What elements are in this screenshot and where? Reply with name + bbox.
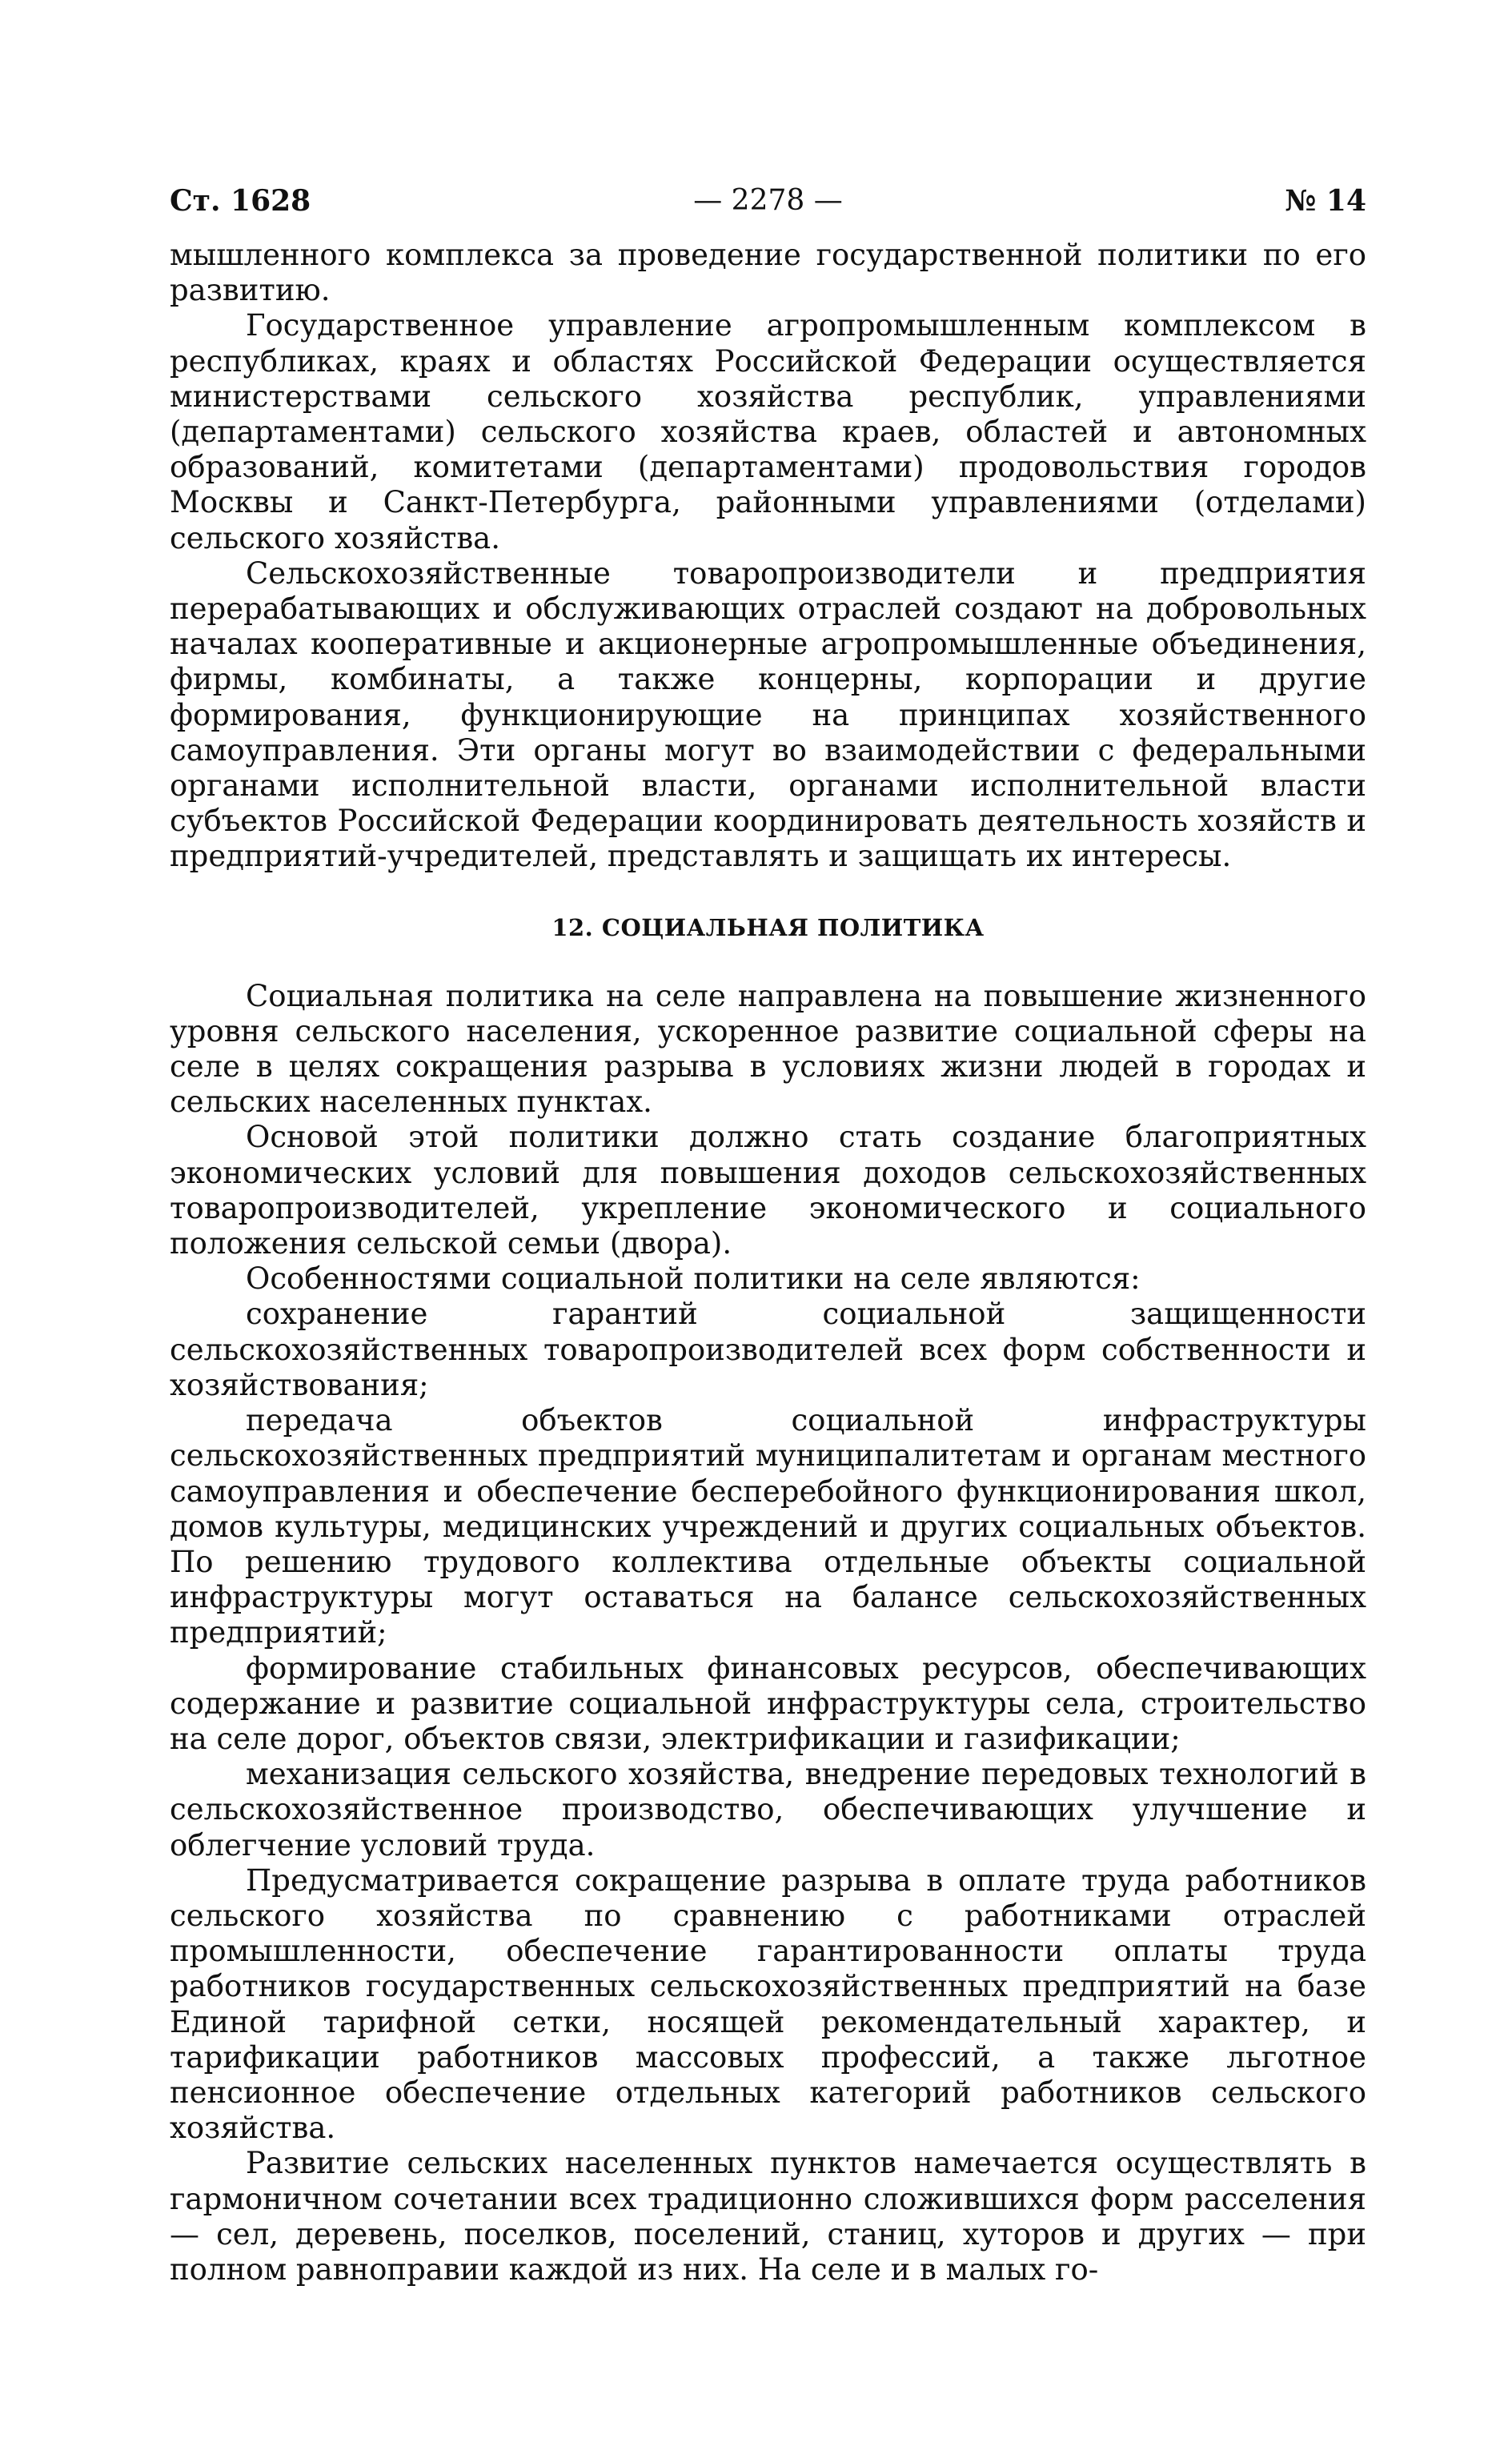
paragraph: формирование стабильных финансовых ресурсов, обеспечивающих содержание и развитие социальной инфраструктуры села, строительство на селе дорог, объектов связи, электрификации и газификации;	[170, 1650, 1366, 1756]
paragraph: Особенностями социальной политики на селе являются:	[246, 1261, 1141, 1297]
paragraph: Предусматривается сокращение разрыва в оплате труда работников сельского хозяйства по сравнению с работниками отраслей промышленности, обеспечение гарантированности оплаты труда работников государственных сельскохозяйственных предприятий на базе Единой тарифной сетки, носящей рекомендательный характер, и тарификации работников массовых профессий, а также льготное пенсионное обеспечение отдельных категорий работников сельского хозяйства.	[170, 1863, 1366, 2146]
article-number: Ст. 1628	[170, 184, 311, 218]
paragraph: мышленного комплекса за проведение государственной политики по его развитию.	[170, 238, 1366, 308]
paragraph: Основой этой политики должно стать создание благоприятных экономических условий для повышения доходов сельскохозяйственных товаропроизводителей, укрепление экономического и социального положения сельской семьи (двора).	[170, 1120, 1366, 1261]
body-text-after	[170, 979, 1366, 2288]
paragraph: Социальная политика на селе направлена на повышение жизненного уровня сельского населения, ускоренное развитие социальной сферы на селе в целях сокращения разрыва в условиях жизни людей в городах и сельских населенных пунктах.	[170, 978, 1366, 1120]
page-header	[170, 180, 1366, 222]
page-number: — 2278 —	[693, 184, 843, 217]
paragraph: сохранение гарантий социальной защищенности сельскохозяйственных товаропроизводителей всех форм собственности и хозяйствования;	[170, 1297, 1366, 1402]
body-text-before	[170, 238, 1366, 875]
paragraph: передача объектов социальной инфраструктуры сельскохозяйственных предприятий муниципалитетам и органам местного самоуправления и обеспечение бесперебойного функционирования школ, домов культуры, медицинских учреждений и других социальных объектов. По решению трудового коллектива отдельные объекты социальной инфраструктуры могут оставаться на балансе сельскохозяйственных предприятий;	[170, 1403, 1366, 1650]
paragraph: Развитие сельских населенных пунктов намечается осуществлять в гармоничном сочетании всех традиционно сложившихся форм расселения — сел, деревень, поселков, поселений, станиц, хуторов и других — при полном равноправии каждой из них. На селе и в малых го-	[170, 2146, 1366, 2287]
paragraph: Сельскохозяйственные товаропроизводители и предприятия перерабатывающих и обслуживающих отраслей создают на добровольных началах кооперативные и акционерные агропромышленные объединения, фирмы, комбинаты, а также концерны, корпорации и другие формирования, функционирующие на принципах хозяйственного самоуправления. Эти органы могут во взаимодействии с федеральными органами исполнительной власти, органами исполнительной власти субъектов Российской Федерации координировать деятельность хозяйств и предприятий-учредителей, представлять и защищать их интересы.	[170, 555, 1366, 874]
paragraph: Государственное управление агропромышленным комплексом в республиках, краях и областях Российской Федерации осуществляется министерствами сельского хозяйства республик, управлениями (департаментами) сельского хозяйства краев, областей и автономных образований, комитетами (департаментами) продовольствия городов Москвы и Санкт-Петербурга, районными управлениями (отделами) сельского хозяйства.	[170, 308, 1366, 555]
paragraph: механизация сельского хозяйства, внедрение передовых технологий в сельскохозяйственное производство, обеспечивающих улучшение и облегчение условий труда.	[170, 1757, 1366, 1863]
issue-number: № 14	[1285, 184, 1366, 218]
section-title: 12. СОЦИАЛЬНАЯ ПОЛИТИКА	[551, 913, 985, 941]
document-page	[170, 180, 1366, 2288]
